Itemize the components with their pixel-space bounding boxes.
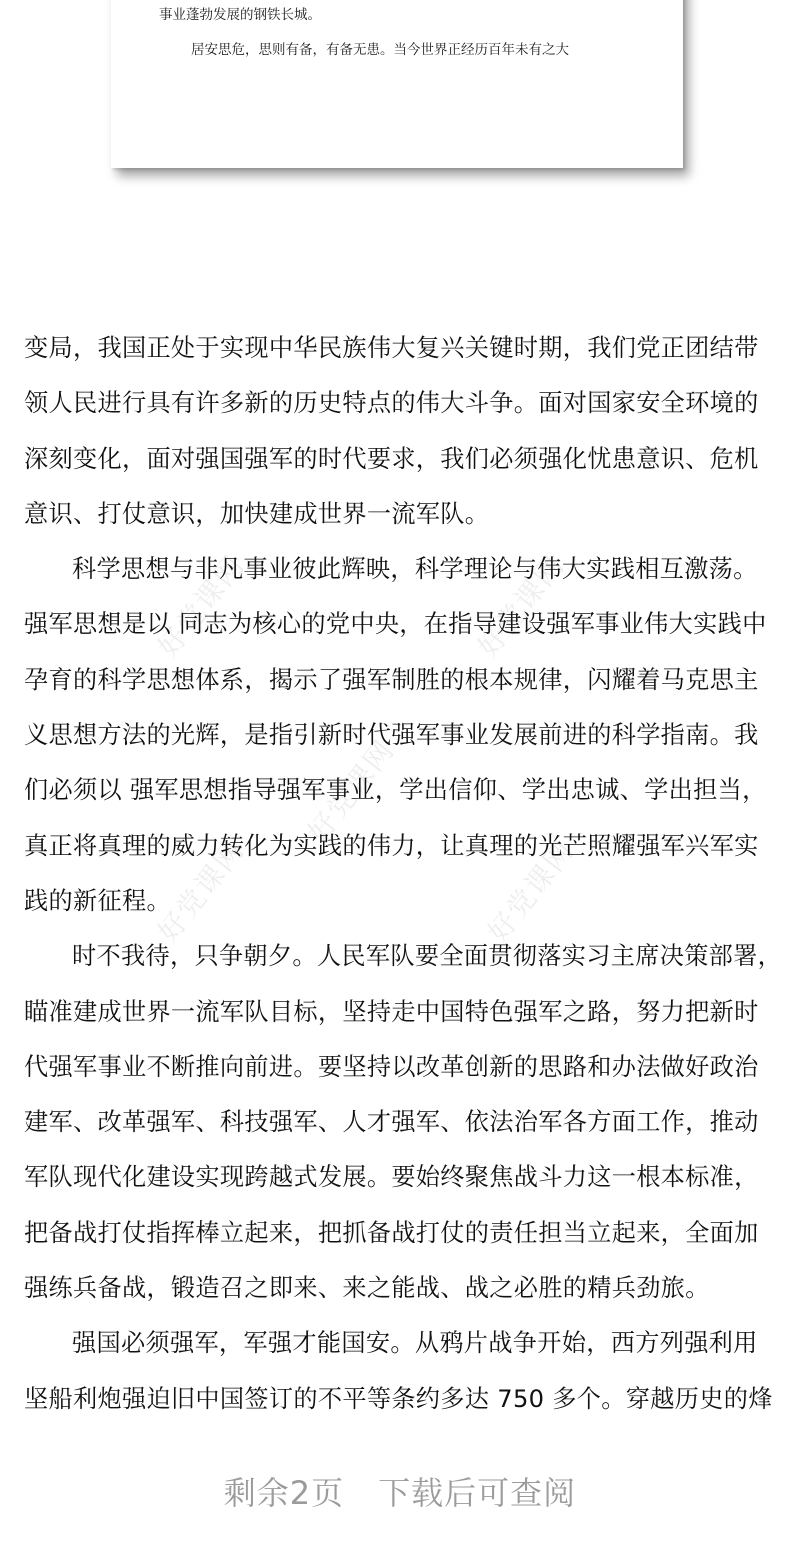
article-line: 深刻变化，面对强国强军的时代要求，我们必须强化忧患意识、危机 xyxy=(24,444,759,473)
article-line: 强军思想是以 同志为核心的党中央，在指导建设强军事业伟大实践中 xyxy=(24,610,767,639)
article-line: 把备战打仗指挥棒立起来，把抓备战打仗的责任担当立起来，全面加 xyxy=(24,1218,759,1247)
remaining-pages-label: 剩余2页 xyxy=(223,1474,345,1512)
article-line: 坚船利炮强迫旧中国签订的不平等条约多达 750 多个。穿越历史的烽 xyxy=(24,1384,773,1413)
article-line: 军队现代化建设实现跨越式发展。要始终聚焦战斗力这一根本标准， xyxy=(24,1163,759,1192)
article-line: 意识、打仗意识，加快建成世界一流军队。 xyxy=(24,499,490,528)
article-line: 们必须以 强军思想指导强军事业，学出信仰、学出忠诚、学出担当， xyxy=(24,776,767,805)
article-line: 瞄准建成世界一流军队目标，坚持走中国特色强军之路，努力把新时 xyxy=(24,997,759,1026)
watermark: 好党课网 xyxy=(481,833,582,949)
preview-line: 居安思危，思则有备，有备无患。当今世界正经历百年未有之大 xyxy=(191,42,569,58)
watermark: 好党课网 xyxy=(471,548,572,664)
download-prompt-label: 下载后可查阅 xyxy=(378,1474,577,1512)
article-line: 强国必须强军，军强才能国安。从鸦片战争开始，西方列强利用 xyxy=(72,1329,758,1358)
watermark: 好党课网 xyxy=(301,733,402,849)
article-line: 领人民进行具有许多新的历史特点的伟大斗争。面对国家安全环境的 xyxy=(24,389,759,418)
article-line: 建军、改革强军、科技强军、人才强军、依法治军各方面工作，推动 xyxy=(24,1108,759,1137)
preview-line: 事业蓬勃发展的钢铁长城。 xyxy=(159,7,321,23)
article-line: 真正将真理的威力转化为实践的伟力，让真理的光芒照耀强军兴军实 xyxy=(24,831,759,860)
download-to-read-more-prompt[interactable] xyxy=(0,1468,800,1514)
preview-page-card xyxy=(111,0,683,168)
article-line: 代强军事业不断推向前进。要坚持以改革创新的思路和办法做好政治 xyxy=(24,1052,759,1081)
article-line: 强练兵备战，锻造召之即来、来之能战、战之必胜的精兵劲旅。 xyxy=(24,1274,710,1303)
watermark: 好党课网 xyxy=(151,548,252,664)
article-line: 孕育的科学思想体系，揭示了强军制胜的根本规律，闪耀着马克思主 xyxy=(24,665,759,694)
article-line: 时不我待，只争朝夕。人民军队要全面贯彻落实习主席决策部署， xyxy=(72,942,783,971)
watermark: 好党课网 xyxy=(151,833,252,949)
article-line: 义思想方法的光辉，是指引新时代强军事业发展前进的科学指南。我 xyxy=(24,721,759,750)
article-line: 科学思想与非凡事业彼此辉映，科学理论与伟大实践相互激荡。 xyxy=(72,555,758,584)
article-body xyxy=(24,328,783,1434)
article-line: 践的新征程。 xyxy=(24,886,171,915)
article-line: 变局，我国正处于实现中华民族伟大复兴关键时期，我们党正团结带 xyxy=(24,334,759,362)
